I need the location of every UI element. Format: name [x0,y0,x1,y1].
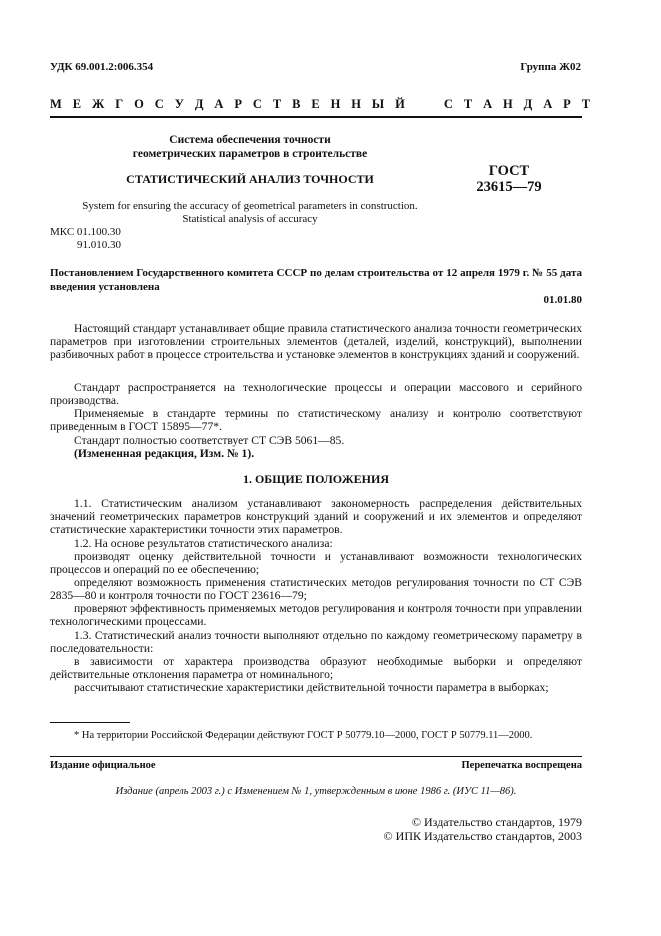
footer-rule [50,756,582,757]
intro-paragraph-3: Применяемые в стандарте термины по статистическому анализу и контролю соответствуют приведенным в ГОСТ 15895—77*. [50,407,582,434]
standard-banner: М Е Ж Г О С У Д А Р С Т В Е Н Н Ы Й С Т А Н Д А Р Т [50,97,594,111]
copyright-block [384,815,582,843]
intro-paragraph-4: Стандарт полностью соответствует СТ СЭВ 5061—85. [74,434,345,447]
system-title-line1: Система обеспечения точности [169,134,331,146]
footnote-rule [50,722,130,723]
copyright-2003: © ИПК Издательство стандартов, 2003 [383,829,582,843]
intro-amendment: (Измененная редакция, Изм. № 1). [74,447,255,460]
section-paragraph-1-2: 1.2. На основе результатов статистического анализа: [74,537,333,550]
decree-text: Постановлением Государственного комитета СССР по делам строительства от 12 апреля 1979 г. № 55 дата введения установлена [50,267,582,293]
section-paragraph-1-3: 1.3. Статистический анализ точности выполняют отдельно по каждому геометрическому параметру в последовательности: [50,629,582,656]
section-paragraph-1-1: 1.1. Статистическим анализом устанавливают закономерность распределения действительных значений геометрических параметров конструкций зданий и сооружений и их элементов и определяют статистические характеристики точности этих параметров. [50,497,582,537]
mks-line2: 91.010.30 [77,239,121,251]
system-title-line2: геометрических параметров в строительстве [132,148,368,160]
section-title: 1. ОБЩИЕ ПОЛОЖЕНИЯ [242,472,390,486]
group-code: Группа Ж02 [520,61,581,73]
gost-label: ГОСТ [488,163,530,179]
main-title: СТАТИСТИЧЕСКИЙ АНАЛИЗ ТОЧНОСТИ [126,172,374,186]
section-list-item-5: рассчитывают статистические характеристики действительной точности параметра в выборках; [74,681,549,694]
mks-line1: МКС 01.100.30 [50,226,121,238]
english-title [55,200,445,226]
decree-date: 01.01.80 [543,294,582,306]
banner-rule [50,116,582,118]
udk-code: УДК 69.001.2:006.354 [50,61,154,73]
copyright-1979: © Издательство стандартов, 1979 [411,815,582,829]
gost-number: 23615—79 [476,179,542,195]
system-title [90,133,410,161]
section-list-item-4: в зависимости от характера производства образуют необходимые выборки и определяют действительные отклонения параметра от номинального; [50,655,582,682]
intro-paragraph-1: Настоящий стандарт устанавливает общие правила статистического анализа точности геометрических параметров при изготовлении строительных элементов (деталей, изделий, конструкций), выполнении разбивочных работ в процессе строительства и установке элементов в конструкциях зданий и сооружений. [50,322,582,362]
gost-designation [454,163,564,195]
english-title-line2: Statistical analysis of accuracy [182,213,318,225]
section-list-item-2: определяют возможность применения статистических методов регулирования точности по СТ СЭВ 2835—80 и контроля точности по ГОСТ 23616—79; [50,576,582,603]
section-list-item-3: проверяют эффективность применяемых методов регулирования и контроля точности при управлении технологическими процессами. [50,602,582,629]
reprint-notice: Перепечатка воспрещена [461,760,582,771]
english-title-line1: System for ensuring the accuracy of geometrical parameters in construction. [82,200,418,212]
edition-note: Издание (апрель 2003 г.) с Изменением № 1, утвержденным в июне 1986 г. (ИУС 11—86). [115,786,517,797]
footnote: * На территории Российской Федерации действуют ГОСТ Р 50779.10—2000, ГОСТ Р 50779.11—2000. [74,730,533,741]
mks-codes [50,226,121,252]
official-edition-label: Издание официальное [50,760,156,771]
section-list-item-1: производят оценку действительной точности и устанавливают возможности технологических процессов и операций по ее обеспечению; [50,550,582,577]
intro-paragraph-2: Стандарт распространяется на технологические процессы и операции массового и серийного производства. [50,381,582,408]
